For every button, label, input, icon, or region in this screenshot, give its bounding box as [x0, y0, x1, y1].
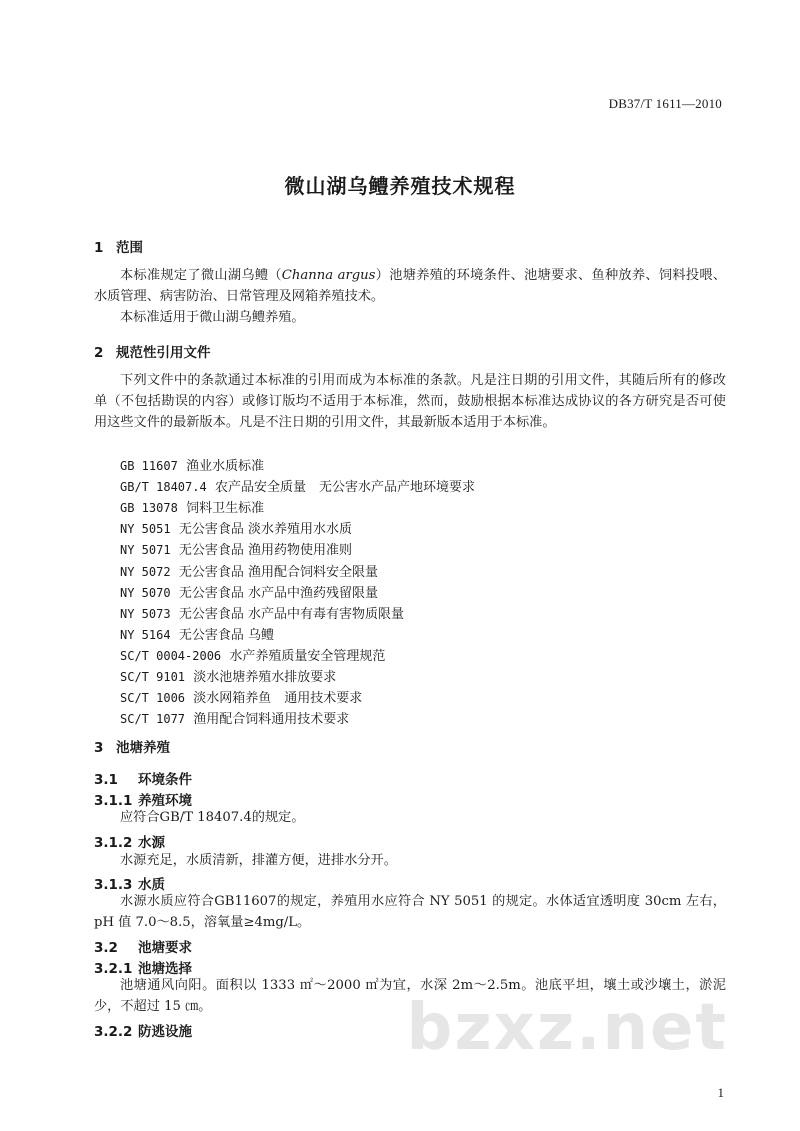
- text-run: 本标准规定了微山湖乌鳢（: [120, 268, 282, 283]
- reference-item: [120, 455, 264, 474]
- reference-item: [120, 666, 336, 685]
- reference-title: 无公害食品 水产品中有毒有害物质限量: [178, 606, 404, 622]
- reference-code: GB 13078: [120, 501, 178, 516]
- subsection-heading-3-2-2: [94, 1020, 192, 1040]
- reference-title: 无公害食品 水产品中渔药残留限量: [178, 585, 378, 601]
- subsection-number: 3.1.1: [94, 793, 133, 809]
- reference-title: 水产养殖质量安全管理规范: [229, 648, 386, 664]
- section-title: 池塘养殖: [116, 740, 170, 756]
- reference-item: [120, 561, 378, 580]
- reference-title: 无公害食品 乌鳢: [178, 627, 274, 643]
- reference-code: NY 5164: [120, 627, 171, 642]
- section-heading-3: [94, 736, 170, 756]
- reference-title: 无公害食品 渔用配合饲料安全限量: [178, 564, 378, 580]
- page-number: 1: [717, 1085, 724, 1100]
- reference-title: 无公害食品 淡水养殖用水水质: [178, 522, 352, 538]
- watermark: bzxz.net: [406, 991, 728, 1065]
- reference-item: [120, 645, 385, 664]
- reference-title: 渔用配合饲料通用技术要求: [193, 712, 350, 728]
- reference-item: [120, 687, 362, 706]
- reference-code: SC/T 9101: [120, 670, 186, 684]
- subsection-number: 3.1.2: [94, 835, 133, 851]
- latin-name: Channa argus: [281, 268, 376, 283]
- document-code: DB37/T 1611—2010: [608, 96, 722, 111]
- section-heading-1: [94, 236, 143, 256]
- section-number: 3: [94, 740, 104, 756]
- reference-title: 饲料卫生标准: [186, 501, 265, 517]
- reference-code: NY 5072: [120, 564, 171, 579]
- subsection-number: 3.1: [94, 772, 118, 788]
- subsection-title: 防逃设施: [138, 1024, 192, 1040]
- section-heading-2: [94, 341, 211, 361]
- subsection-number: 3.2.1: [94, 961, 133, 977]
- reference-code: NY 5071: [120, 543, 171, 558]
- reference-item: [120, 624, 274, 643]
- reference-item: [120, 497, 264, 516]
- subsection-number: 3.1.3: [94, 877, 133, 893]
- reference-title: 淡水网箱养鱼 通用技术要求: [193, 691, 363, 707]
- reference-code: NY 5073: [120, 606, 171, 621]
- reference-item: [120, 518, 352, 537]
- subsection-heading-3-2-1: [94, 957, 192, 977]
- paragraph-scope: [94, 265, 726, 307]
- reference-item: [120, 708, 349, 727]
- subsection-title: 环境条件: [138, 772, 192, 788]
- reference-code: GB/T 18407.4: [120, 480, 207, 495]
- subsection-heading-3-2: [94, 936, 192, 956]
- subsection-title: 水质: [138, 877, 165, 893]
- reference-item: [120, 476, 475, 495]
- reference-item: [120, 539, 352, 558]
- section-number: 2: [94, 345, 104, 361]
- section-title: 规范性引用文件: [116, 345, 211, 361]
- subsection-number: 3.2.2: [94, 1024, 133, 1040]
- subsection-title: 水源: [138, 835, 165, 851]
- text-run: ）池塘养殖的环境条件、池塘要求、鱼种放养、饲料投喂、水质管理、病害防治、日常管理及网箱养殖技术。: [94, 268, 727, 304]
- reference-code: NY 5070: [120, 585, 171, 600]
- paragraph-3-1-1: 应符合GB/T 18407.4的规定。: [120, 810, 305, 825]
- reference-code: SC/T 0004-2006: [120, 648, 222, 663]
- reference-code: GB 11607: [120, 459, 178, 473]
- subsection-heading-3-1: [94, 768, 192, 788]
- reference-code: NY 5051: [120, 522, 171, 537]
- reference-title: 渔业水质标准: [186, 459, 265, 474]
- subsection-number: 3.2: [94, 940, 118, 956]
- subsection-title: 池塘选择: [138, 961, 192, 977]
- subsection-title: 养殖环境: [138, 793, 192, 809]
- paragraph-3-1-2: 水源充足，水质清新，排灌方便，进排水分开。: [120, 853, 397, 868]
- reference-code: SC/T 1077: [120, 712, 186, 727]
- subsection-heading-3-1-3: [94, 873, 165, 893]
- reference-code: SC/T 1006: [120, 691, 186, 706]
- section-title: 范围: [116, 240, 143, 256]
- subsection-title: 池塘要求: [138, 940, 192, 956]
- reference-item: [120, 603, 404, 622]
- paragraph-references-intro: 下列文件中的条款通过本标准的引用而成为本标准的条款。凡是注日期的引用文件，其随后所有的修改单（不包括勘误的内容）或修订版均不适用于本标准，然而，鼓励根据本标准达成协议的各方研究是否可使用这些文件的最新版本。凡是不注日期的引用文件，其最新版本适用于本标准。: [94, 373, 726, 430]
- document-title: 微山湖乌鳢养殖技术规程: [284, 174, 516, 198]
- paragraph-3-2-1: 池塘通风向阳。面积以 1333 ㎡～2000 ㎡为宜，水深 2m～2.5m。池底平坦，壤土或沙壤土，淤泥少，不超过 15 ㎝。: [94, 978, 726, 1014]
- reference-title: 农产品安全质量 无公害水产品产地环境要求: [214, 480, 475, 496]
- paragraph-3-1-3: 水源水质应符合GB11607的规定，养殖用水应符合 NY 5051 的规定。水体适宜透明度 30cm 左右，pH 值 7.0～8.5，溶氧量≥4mg/L。: [94, 894, 726, 930]
- paragraph-applicability: 本标准适用于微山湖乌鳢养殖。: [120, 310, 305, 325]
- reference-title: 淡水池塘养殖水排放要求: [193, 670, 337, 685]
- subsection-heading-3-1-2: [94, 831, 165, 851]
- subsection-heading-3-1-1: [94, 789, 192, 809]
- reference-item: [120, 582, 378, 601]
- section-number: 1: [94, 240, 104, 256]
- reference-title: 无公害食品 渔用药物使用准则: [178, 543, 352, 559]
